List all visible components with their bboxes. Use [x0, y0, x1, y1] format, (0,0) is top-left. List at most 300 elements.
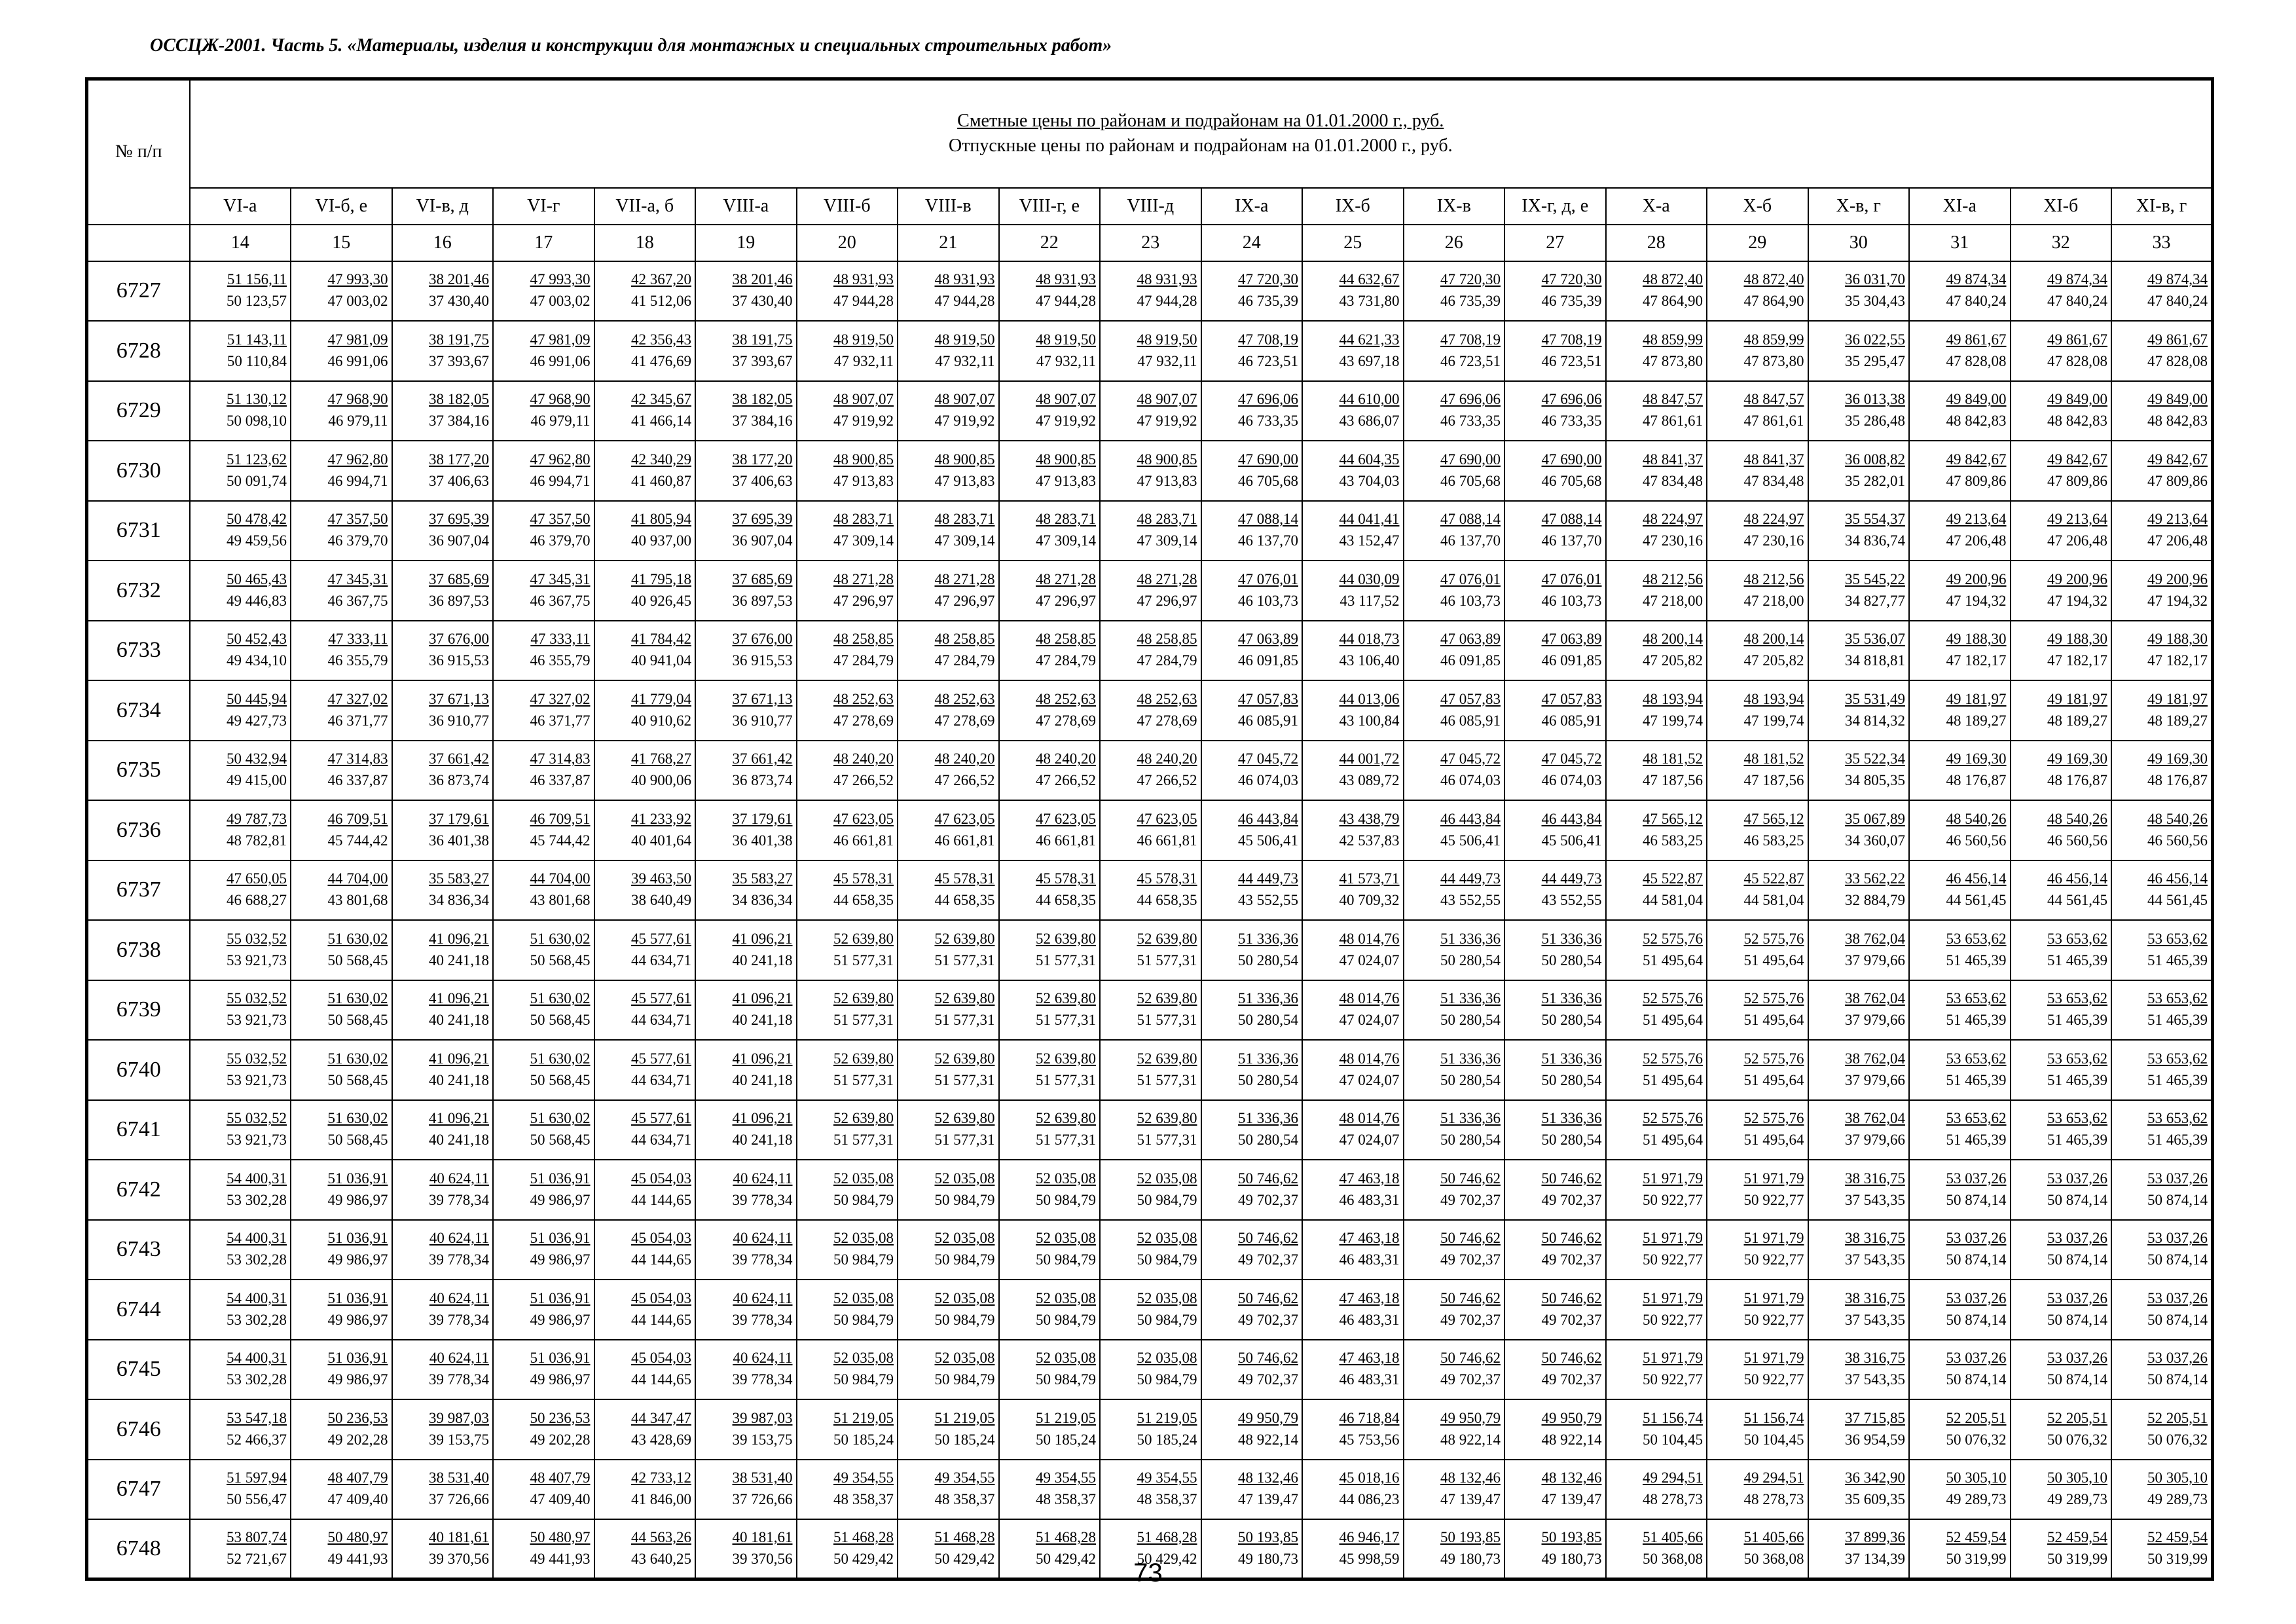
estimate-price: 51 971,79 — [1643, 1230, 1703, 1247]
price-cell — [2111, 381, 2213, 441]
price-cell — [898, 680, 999, 741]
wholesale-price: 51 465,39 — [2147, 1071, 2208, 1088]
price-cell — [1201, 321, 1303, 381]
estimate-price: 51 630,02 — [530, 930, 591, 947]
estimate-price: 48 271,28 — [1036, 570, 1096, 587]
estimate-price: 52 459,54 — [2147, 1529, 2208, 1545]
wholesale-price: 49 702,37 — [1541, 1191, 1602, 1208]
wholesale-price: 36 915,53 — [429, 652, 489, 669]
price-cell — [190, 1220, 291, 1280]
price-cell — [1302, 1460, 1404, 1520]
price-cell — [392, 1340, 494, 1400]
wholesale-price: 47 206,48 — [2047, 532, 2107, 549]
price-cell — [1606, 321, 1707, 381]
wholesale-price: 51 577,31 — [833, 1132, 894, 1149]
price-cell — [291, 1280, 392, 1340]
price-cell — [999, 441, 1101, 501]
table-row — [87, 1340, 2213, 1400]
estimate-price: 45 054,03 — [631, 1230, 691, 1247]
wholesale-price: 35 282,01 — [1845, 472, 1905, 489]
wholesale-price: 48 922,14 — [1440, 1431, 1501, 1448]
estimate-price: 38 531,40 — [429, 1469, 489, 1486]
price-cell — [2011, 920, 2112, 980]
wholesale-price: 45 753,56 — [1339, 1431, 1400, 1448]
price-cell — [1909, 1100, 2011, 1160]
wholesale-price: 49 459,56 — [227, 532, 287, 549]
wholesale-price: 43 106,40 — [1339, 652, 1400, 669]
wholesale-price: 50 874,14 — [1946, 1191, 2007, 1208]
wholesale-price: 36 954,59 — [1845, 1431, 1905, 1448]
estimate-price: 47 968,90 — [327, 391, 388, 408]
wholesale-price: 46 583,25 — [1643, 832, 1703, 849]
wholesale-price: 46 367,75 — [327, 592, 388, 609]
estimate-price: 48 240,20 — [1036, 750, 1096, 767]
estimate-price: 43 438,79 — [1339, 810, 1400, 827]
price-cell — [797, 1040, 898, 1100]
wholesale-price: 40 241,18 — [429, 951, 489, 969]
price-cell — [190, 1340, 291, 1400]
estimate-price: 51 971,79 — [1743, 1350, 1804, 1367]
estimate-price: 47 333,11 — [328, 631, 388, 648]
wholesale-price: 49 702,37 — [1238, 1371, 1298, 1388]
wholesale-price: 36 910,77 — [732, 712, 793, 729]
price-cell — [1909, 1340, 2011, 1400]
estimate-price: 48 900,85 — [934, 451, 995, 468]
wholesale-price: 39 778,34 — [429, 1371, 489, 1388]
wholesale-price: 47 932,11 — [1036, 352, 1096, 369]
price-cell — [1404, 741, 1505, 801]
district-header: XI-в, г — [2111, 188, 2213, 225]
estimate-price: 51 036,91 — [327, 1230, 388, 1247]
wholesale-price: 47 194,32 — [1946, 592, 2007, 609]
wholesale-price: 47 182,17 — [2047, 652, 2107, 669]
price-cell — [493, 1160, 594, 1220]
price-cell — [1707, 621, 1808, 681]
wholesale-price: 50 319,99 — [2147, 1551, 2208, 1567]
wholesale-price: 43 152,47 — [1339, 532, 1400, 549]
estimate-price: 52 639,80 — [1137, 930, 1197, 947]
wholesale-price: 50 984,79 — [1137, 1251, 1197, 1268]
estimate-price: 52 639,80 — [833, 1110, 894, 1127]
wholesale-price: 36 873,74 — [429, 772, 489, 789]
estimate-price: 44 621,33 — [1339, 331, 1400, 348]
wholesale-price: 51 495,64 — [1743, 951, 1804, 969]
price-cell — [1404, 561, 1505, 621]
price-cell — [594, 980, 696, 1041]
table-row — [87, 501, 2213, 561]
wholesale-price: 46 483,31 — [1339, 1371, 1400, 1388]
wholesale-price: 47 840,24 — [2147, 293, 2208, 310]
price-cell — [695, 501, 797, 561]
estimate-price: 48 407,79 — [327, 1469, 388, 1486]
wholesale-price: 50 874,14 — [1946, 1251, 2007, 1268]
wholesale-price: 37 384,16 — [429, 413, 489, 430]
row-number: 6741 — [87, 1100, 190, 1160]
wholesale-price: 47 024,07 — [1339, 951, 1400, 969]
estimate-price: 49 861,67 — [2147, 331, 2208, 348]
wholesale-price: 39 778,34 — [429, 1311, 489, 1328]
wholesale-price: 47 266,52 — [934, 772, 995, 789]
estimate-price: 54 400,31 — [227, 1289, 287, 1306]
wholesale-price: 47 944,28 — [833, 293, 894, 310]
price-cell — [2111, 621, 2213, 681]
estimate-price: 51 219,05 — [1036, 1409, 1096, 1426]
estimate-price: 49 181,97 — [1946, 690, 2007, 707]
wholesale-price: 47 861,61 — [1743, 413, 1804, 430]
price-cell — [1909, 920, 2011, 980]
estimate-price: 52 035,08 — [1036, 1350, 1096, 1367]
price-cell — [1504, 860, 1606, 921]
price-cell — [190, 441, 291, 501]
estimate-price: 49 294,51 — [1643, 1469, 1703, 1486]
price-cell — [1808, 1040, 1910, 1100]
wholesale-price: 46 733,35 — [1238, 413, 1298, 430]
wholesale-price: 35 609,35 — [1845, 1491, 1905, 1508]
table-row — [87, 1399, 2213, 1460]
wholesale-price: 46 103,73 — [1440, 592, 1501, 609]
wholesale-price: 50 110,84 — [227, 352, 287, 369]
estimate-price: 49 200,96 — [2047, 570, 2107, 587]
estimate-price: 48 258,85 — [934, 631, 995, 648]
price-cell — [1606, 920, 1707, 980]
wholesale-price: 34 836,34 — [429, 892, 489, 909]
estimate-price: 47 088,14 — [1238, 511, 1298, 528]
price-cell — [1808, 680, 1910, 741]
estimate-price: 52 035,08 — [833, 1230, 894, 1247]
estimate-price: 48 224,97 — [1643, 511, 1703, 528]
price-cell — [1909, 680, 2011, 741]
price-cell — [1404, 1399, 1505, 1460]
price-cell — [2011, 1160, 2112, 1220]
wholesale-price: 44 634,71 — [631, 1071, 691, 1088]
estimate-price: 49 200,96 — [1946, 570, 2007, 587]
wholesale-price: 53 302,28 — [227, 1371, 287, 1388]
price-cell — [695, 1040, 797, 1100]
price-cell — [1201, 1100, 1303, 1160]
estimate-price: 45 054,03 — [631, 1170, 691, 1187]
wholesale-price: 47 187,56 — [1743, 772, 1804, 789]
estimate-price: 44 704,00 — [530, 870, 591, 887]
district-header: VIII-д — [1100, 188, 1201, 225]
price-cell — [797, 321, 898, 381]
column-number: 15 — [291, 225, 392, 261]
price-cell — [493, 1100, 594, 1160]
wholesale-price: 47 944,28 — [1137, 293, 1197, 310]
wholesale-price: 43 704,03 — [1339, 472, 1400, 489]
wholesale-price: 43 117,52 — [1339, 592, 1400, 609]
price-cell — [1909, 321, 2011, 381]
wholesale-price: 45 998,59 — [1339, 1551, 1400, 1567]
estimate-price: 52 639,80 — [1137, 1050, 1197, 1067]
row-number: 6731 — [87, 501, 190, 561]
estimate-price: 50 445,94 — [227, 690, 287, 707]
wholesale-price: 49 441,93 — [530, 1551, 591, 1567]
wholesale-price: 50 984,79 — [1137, 1311, 1197, 1328]
price-cell — [493, 561, 594, 621]
price-cell — [999, 1040, 1101, 1100]
wholesale-price: 46 483,31 — [1339, 1191, 1400, 1208]
wholesale-price: 47 864,90 — [1643, 293, 1703, 310]
price-cell — [1808, 920, 1910, 980]
wholesale-price: 36 907,04 — [732, 532, 793, 549]
price-cell — [999, 1160, 1101, 1220]
price-cell — [594, 1399, 696, 1460]
price-cell — [1201, 920, 1303, 980]
estimate-price: 53 653,62 — [2047, 1110, 2107, 1127]
wholesale-price: 49 446,83 — [227, 592, 287, 609]
wholesale-price: 51 577,31 — [934, 1012, 995, 1029]
wholesale-price: 47 409,40 — [327, 1491, 388, 1508]
price-cell — [493, 680, 594, 741]
price-cell — [1404, 621, 1505, 681]
estimate-price: 36 342,90 — [1845, 1469, 1905, 1486]
wholesale-price: 50 280,54 — [1440, 1132, 1501, 1149]
estimate-price: 49 861,67 — [1946, 331, 2007, 348]
price-cell — [190, 1040, 291, 1100]
price-cell — [392, 621, 494, 681]
estimate-price: 47 720,30 — [1238, 271, 1298, 288]
wholesale-price: 50 185,24 — [1137, 1431, 1197, 1448]
estimate-price: 41 096,21 — [429, 1110, 489, 1127]
wholesale-price: 51 465,39 — [2147, 1012, 2208, 1029]
wholesale-price: 34 814,32 — [1845, 712, 1905, 729]
estimate-price: 53 037,26 — [2047, 1230, 2107, 1247]
column-number: 26 — [1404, 225, 1505, 261]
estimate-price: 50 480,97 — [327, 1529, 388, 1545]
price-cell — [1909, 621, 2011, 681]
estimate-price: 53 547,18 — [227, 1409, 287, 1426]
wholesale-price: 48 278,73 — [1643, 1491, 1703, 1508]
estimate-price: 45 054,03 — [631, 1289, 691, 1306]
column-number: 18 — [594, 225, 696, 261]
price-cell — [190, 980, 291, 1041]
wholesale-price: 48 782,81 — [227, 832, 287, 849]
wholesale-price: 46 688,27 — [227, 892, 287, 909]
district-header: IX-г, д, е — [1504, 188, 1606, 225]
wholesale-price: 37 543,35 — [1845, 1191, 1905, 1208]
wholesale-price: 46 735,39 — [1541, 293, 1602, 310]
price-cell — [1201, 1460, 1303, 1520]
wholesale-price: 47 873,80 — [1643, 352, 1703, 369]
estimate-price: 39 987,03 — [732, 1409, 793, 1426]
page-number: 73 — [1133, 1559, 1163, 1587]
price-cell — [2111, 261, 2213, 322]
price-cell — [1606, 860, 1707, 921]
price-cell — [1100, 441, 1201, 501]
price-cell — [1606, 1340, 1707, 1400]
estimate-price: 49 169,30 — [1946, 750, 2007, 767]
wholesale-price: 36 897,53 — [429, 592, 489, 609]
wholesale-price: 45 506,41 — [1440, 832, 1501, 849]
wholesale-price: 49 702,37 — [1541, 1251, 1602, 1268]
estimate-price: 45 577,61 — [631, 1050, 691, 1067]
price-cell — [999, 980, 1101, 1041]
row-number: 6732 — [87, 561, 190, 621]
wholesale-price: 51 465,39 — [2147, 951, 2208, 969]
estimate-price: 40 181,61 — [732, 1529, 793, 1545]
wholesale-price: 48 842,83 — [1946, 413, 2007, 430]
price-cell — [695, 741, 797, 801]
price-cell — [291, 1340, 392, 1400]
wholesale-price: 47 284,79 — [1137, 652, 1197, 669]
estimate-price: 48 132,46 — [1541, 1469, 1602, 1486]
estimate-price: 52 575,76 — [1743, 930, 1804, 947]
estimate-price: 44 632,67 — [1339, 271, 1400, 288]
wholesale-price: 49 441,93 — [327, 1551, 388, 1567]
column-number: 31 — [1909, 225, 2011, 261]
wholesale-price: 46 337,87 — [327, 772, 388, 789]
wholesale-price: 50 319,99 — [2047, 1551, 2107, 1567]
price-cell — [594, 501, 696, 561]
wholesale-price: 47 409,40 — [530, 1491, 591, 1508]
wholesale-price: 40 241,18 — [429, 1071, 489, 1088]
estimate-price: 47 993,30 — [327, 271, 388, 288]
price-cell — [190, 321, 291, 381]
estimate-price: 47 981,09 — [530, 331, 591, 348]
price-cell — [999, 741, 1101, 801]
estimate-price: 47 063,89 — [1238, 631, 1298, 648]
price-cell — [1404, 1340, 1505, 1400]
wholesale-price: 47 309,14 — [1137, 532, 1197, 549]
estimate-price: 52 205,51 — [2147, 1409, 2208, 1426]
estimate-price: 52 575,76 — [1643, 1110, 1703, 1127]
wholesale-price: 47 932,11 — [1137, 352, 1197, 369]
price-cell — [190, 501, 291, 561]
price-cell — [291, 441, 392, 501]
price-cell — [1404, 1460, 1505, 1520]
row-number: 6734 — [87, 680, 190, 741]
wholesale-price: 50 280,54 — [1238, 1071, 1298, 1088]
wholesale-price: 51 465,39 — [2047, 1132, 2107, 1149]
price-cell — [1808, 321, 1910, 381]
estimate-price: 52 639,80 — [1036, 1050, 1096, 1067]
price-cell — [999, 1100, 1101, 1160]
table-row — [87, 860, 2213, 921]
estimate-price: 44 347,47 — [631, 1409, 691, 1426]
wholesale-price: 49 702,37 — [1238, 1251, 1298, 1268]
wholesale-price: 50 280,54 — [1541, 1132, 1602, 1149]
price-cell — [1201, 561, 1303, 621]
wholesale-price: 51 495,64 — [1643, 951, 1703, 969]
price-cell — [1707, 321, 1808, 381]
price-cell — [1606, 381, 1707, 441]
wholesale-price: 46 085,91 — [1238, 712, 1298, 729]
estimate-price: 40 624,11 — [733, 1350, 793, 1367]
price-cell — [1504, 1399, 1606, 1460]
estimate-price: 37 695,39 — [429, 511, 489, 528]
wholesale-price: 44 561,45 — [2047, 892, 2107, 909]
price-cell — [695, 1220, 797, 1280]
price-cell — [392, 561, 494, 621]
price-cell — [2111, 741, 2213, 801]
estimate-price: 51 630,02 — [327, 990, 388, 1007]
estimate-price: 49 842,67 — [2147, 451, 2208, 468]
wholesale-price: 50 984,79 — [833, 1191, 894, 1208]
price-cell — [1707, 1040, 1808, 1100]
wholesale-price: 47 139,47 — [1541, 1491, 1602, 1508]
wholesale-price: 50 568,45 — [327, 1012, 388, 1029]
price-cell — [493, 980, 594, 1041]
estimate-price: 48 847,57 — [1743, 391, 1804, 408]
price-cell — [1606, 501, 1707, 561]
wholesale-price: 43 640,25 — [631, 1551, 691, 1567]
estimate-price: 35 545,22 — [1845, 570, 1905, 587]
wholesale-price: 50 280,54 — [1440, 1071, 1501, 1088]
price-cell — [1504, 800, 1606, 860]
estimate-price: 47 463,18 — [1339, 1230, 1400, 1247]
estimate-price: 51 336,36 — [1440, 990, 1501, 1007]
wholesale-price: 36 910,77 — [429, 712, 489, 729]
price-cell — [291, 1220, 392, 1280]
wholesale-price: 43 686,07 — [1339, 413, 1400, 430]
price-cell — [1504, 1100, 1606, 1160]
price-cell — [898, 1399, 999, 1460]
estimate-price: 48 014,76 — [1339, 990, 1400, 1007]
wholesale-price: 44 634,71 — [631, 951, 691, 969]
price-cell — [797, 1280, 898, 1340]
wholesale-price: 46 137,70 — [1541, 532, 1602, 549]
wholesale-price: 50 568,45 — [327, 1071, 388, 1088]
wholesale-price: 48 358,37 — [1137, 1491, 1197, 1508]
estimate-price: 53 037,26 — [1946, 1289, 2007, 1306]
price-cell — [1909, 1399, 2011, 1460]
price-cell — [1909, 1460, 2011, 1520]
wholesale-price: 44 658,35 — [833, 892, 894, 909]
price-cell — [392, 680, 494, 741]
estimate-price: 51 219,05 — [1137, 1409, 1197, 1426]
price-cell — [291, 1460, 392, 1520]
wholesale-price: 40 241,18 — [429, 1132, 489, 1149]
estimate-price: 51 156,74 — [1743, 1409, 1804, 1426]
estimate-price: 48 540,26 — [2047, 810, 2107, 827]
estimate-price: 48 900,85 — [1036, 451, 1096, 468]
estimate-price: 52 205,51 — [1946, 1409, 2007, 1426]
estimate-price: 47 981,09 — [327, 331, 388, 348]
price-cell — [2111, 680, 2213, 741]
estimate-price: 47 623,05 — [934, 810, 995, 827]
wholesale-price: 47 309,14 — [833, 532, 894, 549]
price-cell — [1404, 501, 1505, 561]
price-cell — [797, 381, 898, 441]
estimate-price: 47 314,83 — [327, 750, 388, 767]
wholesale-price: 50 874,14 — [1946, 1371, 2007, 1388]
estimate-price: 53 037,26 — [1946, 1350, 2007, 1367]
price-cell — [594, 1220, 696, 1280]
estimate-price: 47 057,83 — [1541, 690, 1602, 707]
estimate-price: 53 653,62 — [2047, 990, 2107, 1007]
estimate-price: 47 708,19 — [1440, 331, 1501, 348]
price-cell — [392, 1100, 494, 1160]
wholesale-price: 50 874,14 — [2147, 1371, 2208, 1388]
price-cell — [1201, 1220, 1303, 1280]
estimate-price: 41 795,18 — [631, 570, 691, 587]
price-cell — [392, 1399, 494, 1460]
price-cell — [2111, 1220, 2213, 1280]
column-number: 24 — [1201, 225, 1303, 261]
estimate-price: 38 316,75 — [1845, 1230, 1905, 1247]
estimate-price: 36 031,70 — [1845, 271, 1905, 288]
wholesale-price: 53 921,73 — [227, 951, 287, 969]
wholesale-price: 50 076,32 — [2147, 1431, 2208, 1448]
wholesale-price: 39 778,34 — [732, 1311, 793, 1328]
wholesale-price: 51 465,39 — [2147, 1132, 2208, 1149]
price-cell — [2011, 561, 2112, 621]
price-cell — [1404, 980, 1505, 1041]
estimate-price: 47 327,02 — [327, 690, 388, 707]
wholesale-price: 51 577,31 — [833, 1012, 894, 1029]
price-cell — [190, 1460, 291, 1520]
price-cell — [1302, 980, 1404, 1041]
